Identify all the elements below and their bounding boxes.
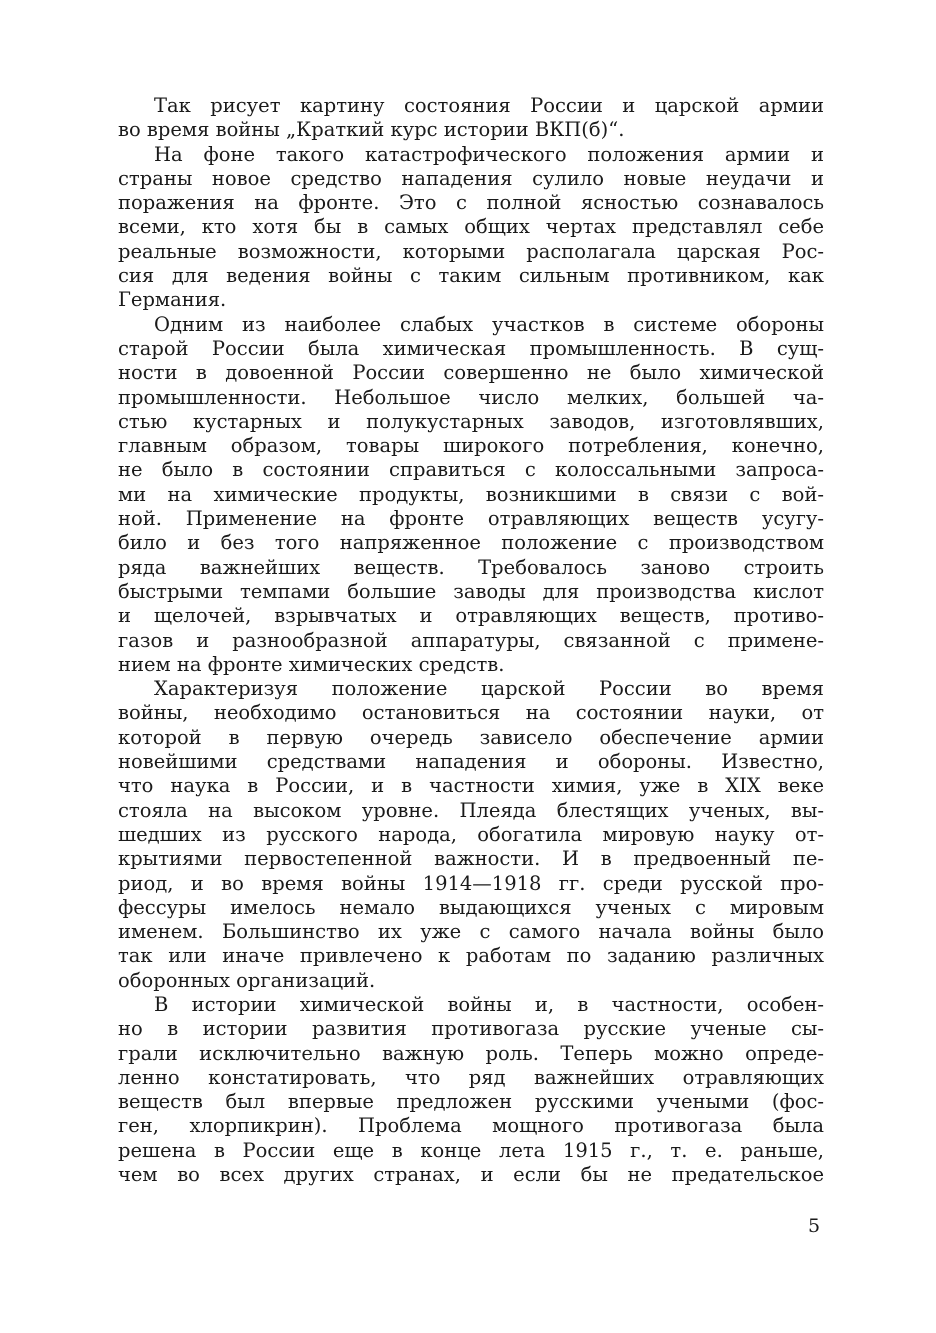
text-line: ми на химические продукты, возникшими в связи с вой- xyxy=(118,482,824,506)
text-line: во время войны „Краткий курс истории ВКП(б)“. xyxy=(118,118,625,142)
document-page xyxy=(118,94,824,1187)
text-line: оборонных организаций. xyxy=(118,968,376,992)
text-line: било и без того напряженное положение с производством xyxy=(118,531,824,555)
text-line: ной. Применение на фронте отравляющих веществ усугу- xyxy=(118,507,824,531)
text-line: нием на фронте химических средств. xyxy=(118,652,505,676)
text-line: всеми, кто хотя бы в самых общих чертах представлял себе xyxy=(118,215,824,239)
paragraph-5 xyxy=(118,993,824,1187)
text-line: страны новое средство нападения сулило новые неудачи и xyxy=(118,166,824,190)
text-line: ности в довоенной России совершенно не было химической xyxy=(118,361,824,385)
text-line: реальные возможности, которыми располагала царская Рос- xyxy=(118,239,824,263)
text-line: быстрыми темпами большие заводы для производства кислот xyxy=(118,579,824,603)
text-line: веществ был впервые предложен русскими учеными (фос- xyxy=(118,1090,824,1114)
page-number: 5 xyxy=(808,1215,821,1237)
paragraph-1 xyxy=(118,94,824,143)
text-line: поражения на фронте. Это с полной ясностью сознавалось xyxy=(118,191,824,215)
text-line: новейшими средствами нападения и обороны. Известно, xyxy=(118,750,824,774)
text-line: стояла на высоком уровне. Плеяда блестящих ученых, вы- xyxy=(118,798,824,822)
text-line: стью кустарных и полукустарных заводов, изготовлявших, xyxy=(118,409,824,433)
text-line: Так рисует картину состояния России и царской армии xyxy=(154,94,824,117)
text-line: промышленности. Небольшое число мелких, большей ча- xyxy=(118,385,824,409)
text-line: чем во всех других странах, и если бы не предательское xyxy=(118,1163,824,1187)
text-line: крытиями первостепенной важности. И в предвоенный пе- xyxy=(118,847,824,871)
text-line: Характеризуя положение царской России во время xyxy=(154,677,824,701)
text-line: но в истории развития противогаза русские ученые сы- xyxy=(118,1017,824,1041)
text-line: и щелочей, взрывчатых и отравляющих веществ, противо- xyxy=(118,604,824,628)
paragraph-2 xyxy=(118,143,824,313)
text-line: старой России была химическая промышленность. В сущ- xyxy=(118,336,824,360)
paragraph-3 xyxy=(118,313,824,677)
text-line: именем. Большинство их уже с самого начала войны было xyxy=(118,920,824,944)
text-line: решена в России еще в конце лета 1915 г., т. е. раньше, xyxy=(118,1138,824,1162)
text-line: грали исключительно важную роль. Теперь можно опреде- xyxy=(118,1041,824,1065)
text-line: В истории химической войны и, в частности, особен- xyxy=(154,992,824,1016)
text-line: которой в первую очередь зависело обеспечение армии xyxy=(118,725,824,749)
text-line: На фоне такого катастрофического положения армии и xyxy=(154,142,824,166)
text-line: главным образом, товары широкого потребления, конечно, xyxy=(118,434,824,458)
text-line: ген, хлорпикрин). Проблема мощного противогаза была xyxy=(118,1114,824,1138)
paragraph-4 xyxy=(118,677,824,993)
text-line: Германия. xyxy=(118,288,227,312)
text-line: Одним из наиболее слабых участков в системе обороны xyxy=(154,312,824,336)
text-line: фессуры имелось немало выдающихся ученых с мировым xyxy=(118,895,824,919)
text-line: войны, необходимо остановиться на состоянии науки, от xyxy=(118,701,824,725)
text-line: не было в состоянии справиться с колоссальными запроса- xyxy=(118,458,824,482)
text-line: ряда важнейших веществ. Требовалось заново строить xyxy=(118,555,824,579)
text-line: ленно констатировать, что ряд важнейших отравляющих xyxy=(118,1065,824,1089)
text-line: так или иначе привлечено к работам по заданию различных xyxy=(118,944,824,968)
text-line: что наука в России, и в частности химия, уже в XIX веке xyxy=(118,774,824,798)
text-line: газов и разнообразной аппаратуры, связанной с примене- xyxy=(118,628,824,652)
text-line: сия для ведения войны с таким сильным противником, как xyxy=(118,264,824,288)
text-line: риод, и во время войны 1914—1918 гг. среди русской про- xyxy=(118,871,824,895)
text-line: шедших из русского народа, обогатила мировую науку от- xyxy=(118,822,824,846)
